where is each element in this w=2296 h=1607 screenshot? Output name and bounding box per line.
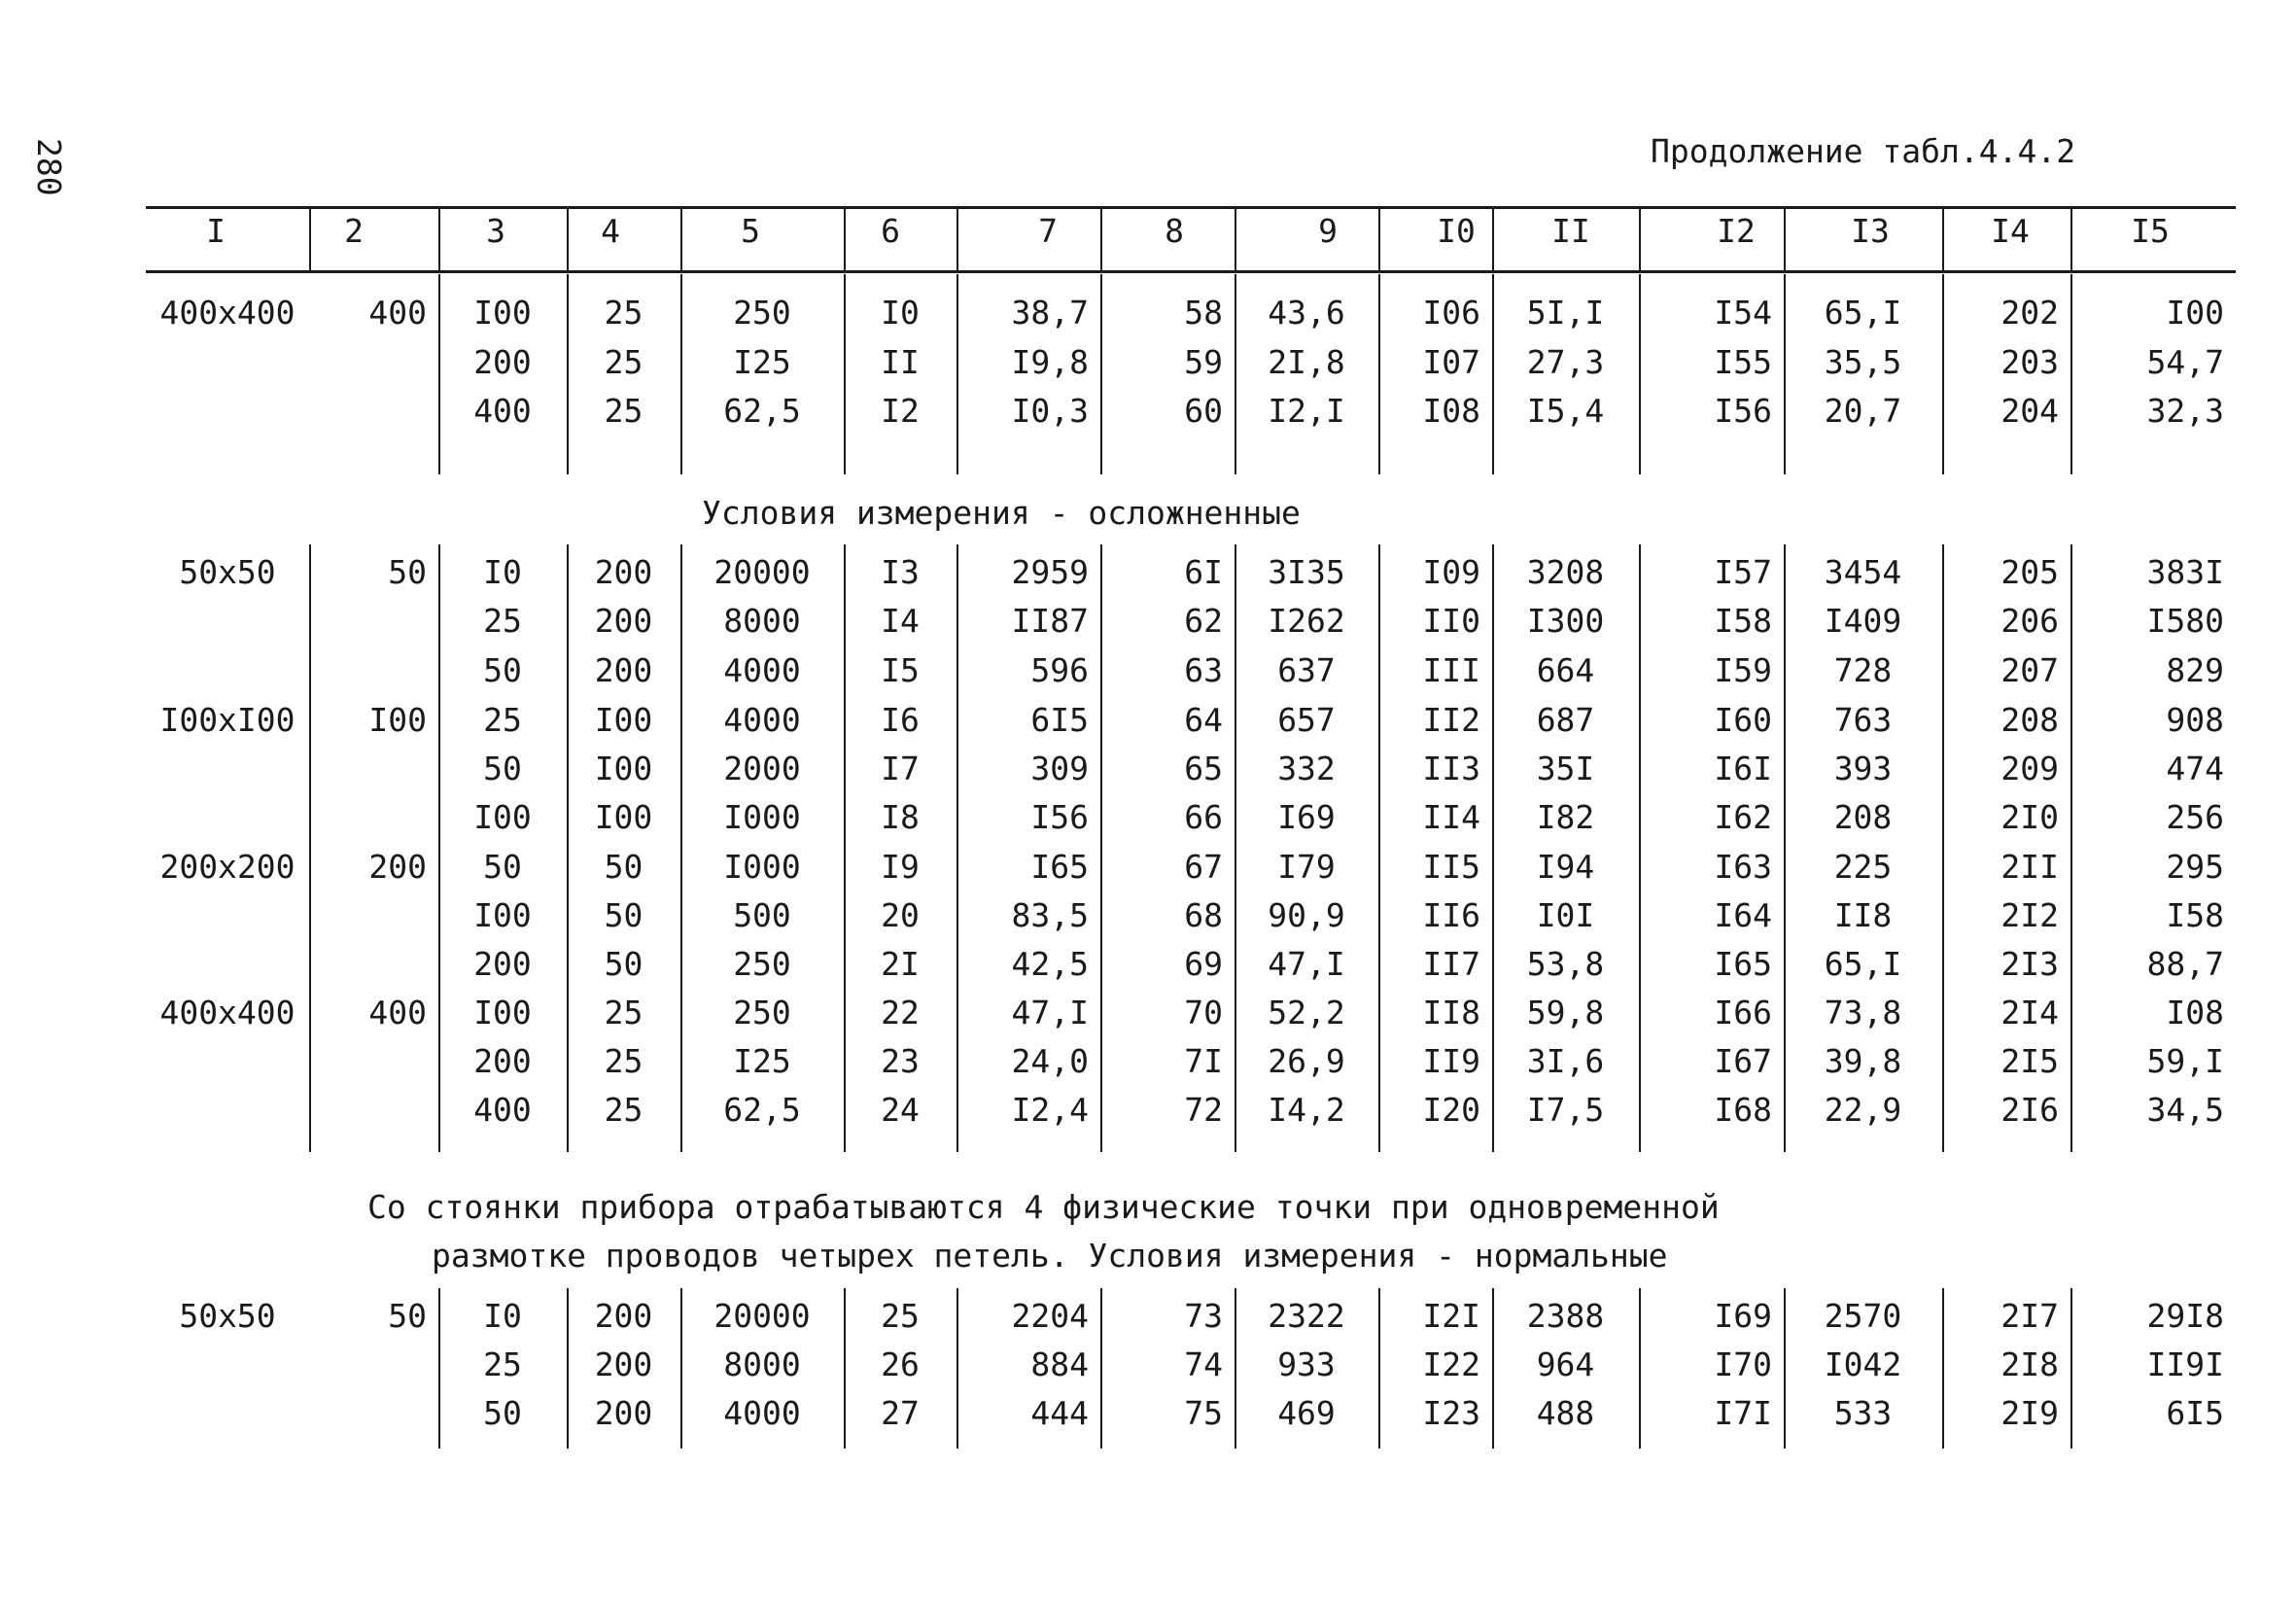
table-cell: 200 — [594, 602, 653, 640]
table-cell: I62 — [1714, 798, 1772, 836]
column-header-12: I2 — [1717, 212, 1756, 250]
table-cell: 203 — [2000, 343, 2059, 381]
table-cell: I56 — [1030, 798, 1089, 836]
table-cell: 250 — [733, 945, 791, 983]
table-cell: I64 — [1714, 896, 1772, 934]
table-cell: I79 — [1277, 848, 1336, 886]
table-cell: I00 — [473, 798, 532, 836]
table-cell: 2I6 — [2000, 1091, 2059, 1129]
table-cell: 4000 — [723, 651, 801, 689]
table-cell: I55 — [1714, 343, 1772, 381]
table-cell: 72 — [1184, 1091, 1223, 1129]
table-cell: 250 — [733, 294, 791, 332]
table-cell: 2I,8 — [1268, 343, 1345, 381]
table-cell: 32,3 — [2146, 392, 2224, 430]
table-cell: I07 — [1422, 343, 1480, 381]
table-cell: 47,I — [1268, 945, 1345, 983]
table-cell: 3I,6 — [1526, 1042, 1605, 1080]
table-cell: 88,7 — [2146, 945, 2224, 983]
table-cell: 50 — [483, 651, 522, 689]
column-header-3: 3 — [486, 212, 505, 250]
table-cell: I7,5 — [1526, 1091, 1605, 1129]
table-cell: I60 — [1714, 701, 1772, 739]
table-cell: II3 — [1422, 750, 1480, 787]
column-header-9: 9 — [1318, 212, 1338, 250]
table-cell: 54,7 — [2146, 343, 2224, 381]
table-cell: 53,8 — [1526, 945, 1605, 983]
table-cell: 66 — [1184, 798, 1223, 836]
table-cell: I0,3 — [1011, 392, 1089, 430]
column-header-6: 6 — [881, 212, 900, 250]
table-cell: 64 — [1184, 701, 1223, 739]
table-cell: 20 — [881, 896, 920, 934]
table-cell: 637 — [1277, 651, 1336, 689]
table-cell: 200 — [473, 343, 532, 381]
table-cell: 2II — [2000, 848, 2059, 886]
column-header-7: 7 — [1038, 212, 1058, 250]
table-cell: 2570 — [1824, 1297, 1902, 1335]
table-cell: I09 — [1422, 553, 1480, 591]
table-cell: 200 — [368, 848, 427, 886]
table-cell: I00 — [473, 294, 532, 332]
table-cell: 20000 — [713, 553, 811, 591]
table-cell: 444 — [1030, 1394, 1089, 1432]
table-cell: 25 — [604, 392, 644, 430]
table-cell: 400 — [473, 392, 532, 430]
table-cell: I25 — [733, 1042, 791, 1080]
table-cell: 500 — [733, 896, 791, 934]
table-cell: I69 — [1714, 1297, 1772, 1335]
table-cell: 6I — [1184, 553, 1223, 591]
table-cell: II8 — [1422, 994, 1480, 1031]
table-cell: II6 — [1422, 896, 1480, 934]
table-cell: 50x50 — [179, 1297, 276, 1335]
table-cell: I2,4 — [1011, 1091, 1089, 1129]
table-cell: 25 — [604, 1091, 644, 1129]
table-cell: I06 — [1422, 294, 1480, 332]
table-cell: 393 — [1833, 750, 1893, 787]
table-cell: 2I7 — [2000, 1297, 2059, 1335]
table-cell: 533 — [1833, 1394, 1893, 1432]
table-cell: 24 — [881, 1091, 920, 1129]
table-cell: I22 — [1422, 1345, 1480, 1383]
table-cell: I56 — [1714, 392, 1772, 430]
table-cell: I65 — [1030, 848, 1089, 886]
table-cell: III — [1422, 651, 1480, 689]
table-cell: I00 — [368, 701, 427, 739]
table-cell: 59,I — [2146, 1042, 2224, 1080]
table-cell: 208 — [2000, 701, 2059, 739]
table-cell: 47,I — [1011, 994, 1089, 1031]
table-cell: 20,7 — [1824, 392, 1902, 430]
table-cell: I042 — [1824, 1345, 1902, 1383]
table-cell: I9,8 — [1011, 343, 1089, 381]
table-cell: I0 — [483, 553, 522, 591]
table-cell: 687 — [1536, 701, 1595, 739]
table-cell: 208 — [1833, 798, 1893, 836]
table-cell: I000 — [723, 798, 801, 836]
table-cell: 200x200 — [159, 848, 296, 886]
table-cell: 250 — [733, 994, 791, 1031]
column-header-15: I5 — [2131, 212, 2170, 250]
table-cell: 209 — [2000, 750, 2059, 787]
header-divider — [1784, 208, 1786, 270]
table-cell: I08 — [1422, 392, 1480, 430]
table-cell: I65 — [1714, 945, 1772, 983]
table-cell: I262 — [1268, 602, 1345, 640]
table-cell: 2I2 — [2000, 896, 2059, 934]
note-complicated-conditions: Условия измерения - осложненные — [702, 494, 1301, 532]
note-simultaneous-line-2: размотке проводов четырех петель. Условия измерения - нормальные — [432, 1237, 1668, 1275]
table-cell: 75 — [1184, 1394, 1223, 1432]
header-divider — [1378, 208, 1380, 270]
table-cell: 964 — [1536, 1345, 1595, 1383]
table-cell: 763 — [1833, 701, 1893, 739]
table-cell: 657 — [1277, 701, 1336, 739]
table-cell: 65,I — [1824, 945, 1902, 983]
table-cell: 908 — [2166, 701, 2224, 739]
table-cell: I20 — [1422, 1091, 1480, 1129]
table-cell: 2I0 — [2000, 798, 2059, 836]
header-divider — [567, 208, 569, 270]
table-cell: 25 — [483, 602, 522, 640]
table-cell: 200 — [594, 1345, 653, 1383]
table-cell: I23 — [1422, 1394, 1480, 1432]
table-cell: I69 — [1277, 798, 1336, 836]
table-cell: 59 — [1184, 343, 1223, 381]
table-cell: I6I — [1714, 750, 1772, 787]
table-cell: 35,5 — [1824, 343, 1902, 381]
table-cell: I9 — [881, 848, 920, 886]
table-cell: 596 — [1030, 651, 1089, 689]
table-cell: 69 — [1184, 945, 1223, 983]
table-cell: 70 — [1184, 994, 1223, 1031]
table-cell: 23 — [881, 1042, 920, 1080]
table-cell: 3208 — [1526, 553, 1605, 591]
table-cell: 24,0 — [1011, 1042, 1089, 1080]
table-cell: 332 — [1277, 750, 1336, 787]
note-simultaneous-line-1: Со стоянки прибора отрабатываются 4 физические точки при одновременной — [367, 1188, 1720, 1226]
table-cell: 50 — [604, 945, 644, 983]
table-cell: I25 — [733, 343, 791, 381]
table-cell: 400 — [368, 994, 427, 1031]
table-cell: 42,5 — [1011, 945, 1089, 983]
table-cell: 6I5 — [2166, 1394, 2224, 1432]
table-cell: 884 — [1030, 1345, 1089, 1383]
header-divider — [1639, 208, 1641, 270]
page-number: 280 — [30, 138, 68, 196]
table-cell: 62,5 — [723, 392, 801, 430]
table-cell: 65,I — [1824, 294, 1902, 332]
header-divider — [844, 208, 846, 270]
table-cell: I6 — [881, 701, 920, 739]
table-cell: I300 — [1526, 602, 1605, 640]
table-cell: 206 — [2000, 602, 2059, 640]
column-header-14: I4 — [1991, 212, 2030, 250]
table-cell: 2322 — [1268, 1297, 1345, 1335]
table-cell: 225 — [1833, 848, 1893, 886]
table-cell: I63 — [1714, 848, 1772, 886]
table-cell: 202 — [2000, 294, 2059, 332]
table-cell: I409 — [1824, 602, 1902, 640]
header-divider — [1235, 208, 1236, 270]
table-cell: I66 — [1714, 994, 1772, 1031]
table-cell: I00xI00 — [159, 701, 296, 739]
table-cell: 43,6 — [1268, 294, 1345, 332]
table-cell: I4 — [881, 602, 920, 640]
table-cell: II9 — [1422, 1042, 1480, 1080]
table-cell: 74 — [1184, 1345, 1223, 1383]
table-cell: 65 — [1184, 750, 1223, 787]
table-cell: 933 — [1277, 1345, 1336, 1383]
table-cell: 8000 — [723, 1345, 801, 1383]
table-cell: 488 — [1536, 1394, 1595, 1432]
table-cell: 73,8 — [1824, 994, 1902, 1031]
table-cell: II0 — [1422, 602, 1480, 640]
table-cell: 50 — [483, 750, 522, 787]
table-cell: I8 — [881, 798, 920, 836]
header-divider — [1942, 208, 1944, 270]
table-cell: 2959 — [1011, 553, 1089, 591]
table-cell: I00 — [594, 701, 653, 739]
table-cell: 25 — [604, 1042, 644, 1080]
table-cell: 200 — [473, 945, 532, 983]
table-cell: 26,9 — [1268, 1042, 1345, 1080]
table-cell: I70 — [1714, 1345, 1772, 1383]
table-cell: 50 — [604, 848, 644, 886]
table-cell: I54 — [1714, 294, 1772, 332]
table-cell: 200 — [594, 1297, 653, 1335]
table-cell: II2 — [1422, 701, 1480, 739]
table-cell: 2I8 — [2000, 1345, 2059, 1383]
table-cell: 383I — [2146, 553, 2224, 591]
table-cell: I0 — [483, 1297, 522, 1335]
table-cell: 50 — [483, 848, 522, 886]
table-cell: I580 — [2146, 602, 2224, 640]
table-cell: 6I5 — [1030, 701, 1089, 739]
table-cell: 204 — [2000, 392, 2059, 430]
table-cell: I7I — [1714, 1394, 1772, 1432]
table-caption: Продолжение табл.4.4.2 — [1651, 132, 2076, 170]
table-cell: 295 — [2166, 848, 2224, 886]
table-cell: 68 — [1184, 896, 1223, 934]
table-cell: 25 — [483, 701, 522, 739]
table-cell: 469 — [1277, 1394, 1336, 1432]
table-cell: 2I3 — [2000, 945, 2059, 983]
table-cell: 829 — [2166, 651, 2224, 689]
header-divider — [957, 208, 958, 270]
table-cell: 22,9 — [1824, 1091, 1902, 1129]
table-cell: 58 — [1184, 294, 1223, 332]
table-cell: 400 — [368, 294, 427, 332]
table-cell: 5I,I — [1526, 294, 1605, 332]
table-cell: 2I9 — [2000, 1394, 2059, 1432]
table-cell: 200 — [594, 553, 653, 591]
table-cell: I0 — [881, 294, 920, 332]
table-cell: I5,4 — [1526, 392, 1605, 430]
column-header-1: I — [206, 212, 226, 250]
table-cell: 73 — [1184, 1297, 1223, 1335]
table-cell: 27,3 — [1526, 343, 1605, 381]
column-divider — [309, 544, 311, 1152]
table-cell: 2000 — [723, 750, 801, 787]
table-cell: I57 — [1714, 553, 1772, 591]
header-divider — [680, 208, 682, 270]
header-divider — [438, 208, 440, 270]
table-cell: I58 — [2166, 896, 2224, 934]
table-cell: 50x50 — [179, 553, 276, 591]
table-cell: 59,8 — [1526, 994, 1605, 1031]
column-header-10: I0 — [1437, 212, 1476, 250]
table-cell: II8 — [1833, 896, 1893, 934]
column-header-2: 2 — [344, 212, 364, 250]
table-cell: I7 — [881, 750, 920, 787]
header-divider — [1492, 208, 1494, 270]
table-cell: 50 — [604, 896, 644, 934]
table-cell: 25 — [604, 994, 644, 1031]
table-cell: I58 — [1714, 602, 1772, 640]
table-cell: I00 — [473, 994, 532, 1031]
table-cell: 400x400 — [159, 994, 296, 1031]
table-cell: 400 — [473, 1091, 532, 1129]
table-cell: 25 — [604, 294, 644, 332]
table-cell: I94 — [1536, 848, 1595, 886]
table-cell: II — [881, 343, 920, 381]
table-cell: I5 — [881, 651, 920, 689]
table-cell: I3 — [881, 553, 920, 591]
table-cell: II7 — [1422, 945, 1480, 983]
table-cell: I2I — [1422, 1297, 1480, 1335]
table-cell: I000 — [723, 848, 801, 886]
table-cell: 205 — [2000, 553, 2059, 591]
table-cell: II4 — [1422, 798, 1480, 836]
table-cell: 256 — [2166, 798, 2224, 836]
table-cell: 67 — [1184, 848, 1223, 886]
table-cell: 2I — [881, 945, 920, 983]
column-header-8: 8 — [1165, 212, 1184, 250]
table-cell: 39,8 — [1824, 1042, 1902, 1080]
header-divider — [1100, 208, 1102, 270]
column-header-5: 5 — [741, 212, 760, 250]
table-cell: 62 — [1184, 602, 1223, 640]
table-cell: I4,2 — [1268, 1091, 1345, 1129]
column-header-11: II — [1551, 212, 1590, 250]
table-cell: 20000 — [713, 1297, 811, 1335]
table-cell: 63 — [1184, 651, 1223, 689]
table-cell: 26 — [881, 1345, 920, 1383]
table-cell: I00 — [2166, 294, 2224, 332]
table-cell: II5 — [1422, 848, 1480, 886]
table-cell: I00 — [594, 798, 653, 836]
header-divider — [309, 208, 311, 270]
table-cell: I08 — [2166, 994, 2224, 1031]
column-header-4: 4 — [601, 212, 620, 250]
table-cell: II87 — [1011, 602, 1089, 640]
table-cell: 50 — [483, 1394, 522, 1432]
table-cell: 3454 — [1824, 553, 1902, 591]
table-cell: 38,7 — [1011, 294, 1089, 332]
table-cell: I0I — [1536, 896, 1595, 934]
table-cell: 4000 — [723, 1394, 801, 1432]
table-cell: 3I35 — [1268, 553, 1345, 591]
table-cell: 2I5 — [2000, 1042, 2059, 1080]
table-cell: 62,5 — [723, 1091, 801, 1129]
table-cell: 8000 — [723, 602, 801, 640]
table-cell: 27 — [881, 1394, 920, 1432]
table-cell: 7I — [1184, 1042, 1223, 1080]
table-cell: 4000 — [723, 701, 801, 739]
table-cell: 60 — [1184, 392, 1223, 430]
table-cell: I00 — [473, 896, 532, 934]
table-cell: 2388 — [1526, 1297, 1605, 1335]
table-cell: 200 — [473, 1042, 532, 1080]
table-cell: 400x400 — [159, 294, 296, 332]
header-divider — [2070, 208, 2072, 270]
table-cell: 34,5 — [2146, 1091, 2224, 1129]
table-cell: 2204 — [1011, 1297, 1089, 1335]
table-cell: 35I — [1536, 750, 1595, 787]
table-cell: 309 — [1030, 750, 1089, 787]
table-cell: 474 — [2166, 750, 2224, 787]
table-cell: 25 — [604, 343, 644, 381]
table-cell: 207 — [2000, 651, 2059, 689]
table-cell: I2,I — [1268, 392, 1345, 430]
table-cell: I00 — [594, 750, 653, 787]
table-cell: 29I8 — [2146, 1297, 2224, 1335]
table-cell: I2 — [881, 392, 920, 430]
table-cell: 50 — [388, 1297, 427, 1335]
table-cell: 200 — [594, 1394, 653, 1432]
table-cell: I67 — [1714, 1042, 1772, 1080]
table-cell: I82 — [1536, 798, 1595, 836]
table-cell: 90,9 — [1268, 896, 1345, 934]
table-cell: I68 — [1714, 1091, 1772, 1129]
header-bottom-rule — [146, 270, 2236, 273]
table-cell: 200 — [594, 651, 653, 689]
table-cell: II9I — [2146, 1345, 2224, 1383]
table-top-rule — [146, 206, 2236, 209]
column-header-13: I3 — [1851, 212, 1890, 250]
table-cell: 83,5 — [1011, 896, 1089, 934]
table-cell: 25 — [881, 1297, 920, 1335]
table-cell: 50 — [388, 553, 427, 591]
table-cell: 52,2 — [1268, 994, 1345, 1031]
table-cell: 728 — [1833, 651, 1893, 689]
table-cell: 22 — [881, 994, 920, 1031]
table-cell: 664 — [1536, 651, 1595, 689]
table-cell: 25 — [483, 1345, 522, 1383]
table-cell: 2I4 — [2000, 994, 2059, 1031]
table-cell: I59 — [1714, 651, 1772, 689]
